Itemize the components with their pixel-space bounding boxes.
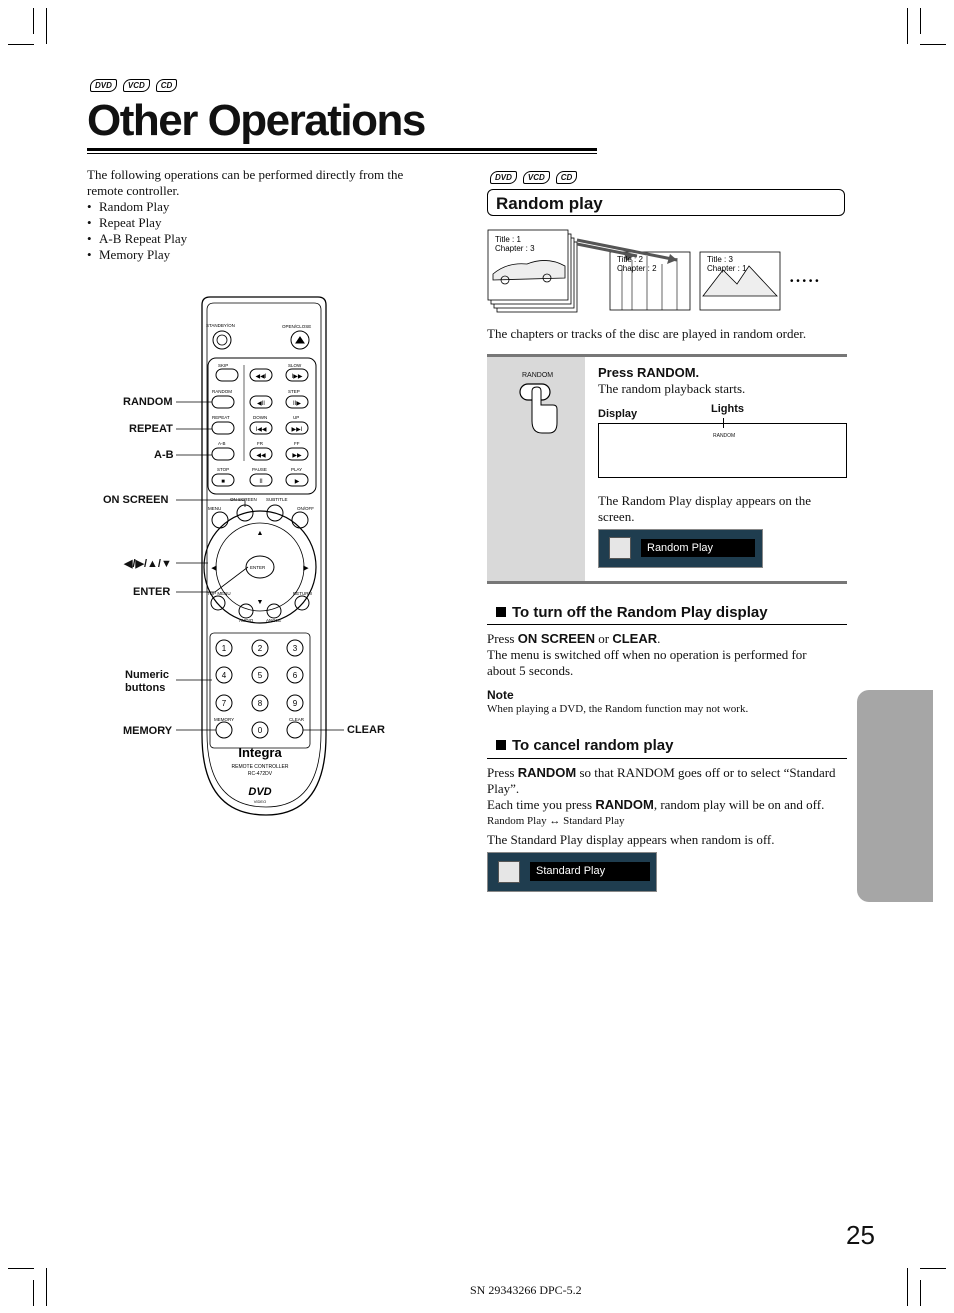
svg-text:ANGLE: ANGLE <box>266 618 282 623</box>
svg-text:▶: ▶ <box>303 565 309 572</box>
svg-text:OPEN/CLOSE: OPEN/CLOSE <box>282 324 312 329</box>
menu-button <box>212 512 228 528</box>
cube-icon <box>498 861 520 883</box>
cancel-heading: To cancel random play <box>496 737 673 754</box>
crop-mark <box>8 1268 34 1269</box>
svg-text:STANDBY/ON: STANDBY/ON <box>206 323 235 328</box>
topmenu-button <box>211 596 225 610</box>
note-text: When playing a DVD, the Random function may not work. <box>487 703 749 715</box>
cancel-text: Press RANDOM so that RANDOM goes off or to select “Standard Play”. Each time you press RANDOM, random play will be on and off. Random Play ↔ Standard Play The Standard Play display appears when random is off. <box>487 765 847 848</box>
memory-button <box>216 722 232 738</box>
page-number: 25 <box>846 1220 875 1250</box>
return-button <box>295 596 309 610</box>
heading-rule <box>487 624 847 625</box>
crop-mark <box>907 1268 908 1306</box>
callout-repeat: REPEAT <box>129 423 173 435</box>
svg-text:◀II: ◀II <box>257 401 265 407</box>
list-item: • A-B Repeat Play <box>87 231 427 247</box>
svg-text:STOP: STOP <box>217 467 230 472</box>
cd-badge: CD <box>556 171 578 184</box>
svg-text:ENTER: ENTER <box>250 565 266 570</box>
footer-code: SN 29343266 DPC-5.2 <box>470 1283 582 1297</box>
list-item: • Repeat Play <box>87 215 427 231</box>
angle-button <box>267 604 281 618</box>
cube-icon <box>609 537 631 559</box>
brand-logo: Integra <box>238 745 282 760</box>
callout-enter: ENTER <box>133 586 171 598</box>
random-play-osd <box>598 529 763 568</box>
callout-clear: CLEAR <box>347 724 385 736</box>
skip-back-button <box>216 369 238 381</box>
callout-ab: A-B <box>154 449 174 461</box>
disc-badges <box>90 79 177 92</box>
standard-play-osd <box>487 852 657 892</box>
page-title: Other Operations <box>87 96 425 145</box>
svg-text:II: II <box>259 479 263 485</box>
svg-text:▲: ▲ <box>256 530 264 537</box>
osd-text: Standard Play <box>530 862 650 881</box>
random-order-illustration <box>487 226 857 316</box>
callout-random: RANDOM <box>123 396 173 408</box>
callout-memory: MEMORY <box>123 725 173 737</box>
repeat-button <box>212 422 234 434</box>
display-panel <box>598 423 847 478</box>
disc-badges <box>490 171 577 184</box>
svg-text:1: 1 <box>221 644 227 653</box>
square-bullet-icon <box>496 740 506 750</box>
random-button <box>212 396 234 408</box>
svg-text:◀: ◀ <box>211 565 217 572</box>
svg-text:MENU: MENU <box>208 506 222 511</box>
ab-button <box>212 448 234 460</box>
note-label: Note <box>487 688 514 702</box>
numeric-buttons <box>216 640 303 738</box>
onoff-button <box>292 512 308 528</box>
osd-desc: The Random Play display appears on the screen. <box>598 493 812 524</box>
svg-text:SKIP: SKIP <box>218 363 229 368</box>
svg-text:0: 0 <box>257 726 263 735</box>
svg-text:UP: UP <box>293 415 300 420</box>
turn-off-heading: To turn off the Random Play display <box>496 604 768 621</box>
side-tab <box>857 690 933 902</box>
intro <box>87 167 427 263</box>
crop-mark <box>907 8 908 44</box>
svg-text:PAUSE: PAUSE <box>252 467 267 472</box>
svg-text:FR: FR <box>257 441 263 446</box>
crop-mark <box>920 1280 921 1306</box>
svg-text:MEMORY: MEMORY <box>214 717 235 722</box>
section-heading: Random play <box>487 189 845 216</box>
svg-text:5: 5 <box>257 671 263 680</box>
toggle-text: Random Play ↔ Standard Play <box>487 815 625 827</box>
svg-text:A-B: A-B <box>218 441 226 446</box>
standby-button <box>213 331 231 349</box>
random-caption: The chapters or tracks of the disc are played in random order. <box>487 326 807 341</box>
svg-text:3: 3 <box>292 644 298 653</box>
svg-text:▼: ▼ <box>256 599 264 606</box>
svg-text:FF: FF <box>294 441 300 446</box>
svg-text:I▶▶: I▶▶ <box>291 374 303 380</box>
step-illustration-panel <box>487 357 585 581</box>
standard-play-desc: The Standard Play display appears when random is off. <box>487 832 775 847</box>
svg-text:4: 4 <box>221 671 227 680</box>
svg-text:DOWN: DOWN <box>253 415 268 420</box>
callout-numeric: Numeric buttons <box>125 669 170 694</box>
step-panel <box>487 354 847 584</box>
card2-title: Title : 2 Chapter : 2 <box>617 255 657 273</box>
svg-text:◀◀I: ◀◀I <box>255 374 267 380</box>
heading-rule <box>487 758 847 759</box>
svg-text:2: 2 <box>257 644 263 653</box>
svg-text:ON SCREEN: ON SCREEN <box>230 497 257 502</box>
more-dots: • • • • • <box>790 276 819 287</box>
lights-label: Lights <box>711 403 744 415</box>
svg-text:7: 7 <box>221 699 227 708</box>
crop-mark <box>33 1280 34 1306</box>
audio-button <box>239 604 253 618</box>
svg-text:STEP: STEP <box>288 389 300 394</box>
svg-text:RETURN: RETURN <box>293 591 312 596</box>
turn-off-text: Press ON SCREEN or CLEAR. The menu is switched off when no operation is performed for about 5 seconds. <box>487 631 807 678</box>
list-item: • Memory Play <box>87 247 427 263</box>
step-desc: The random playback starts. <box>598 381 746 396</box>
dvd-badge: DVD <box>490 171 517 184</box>
card3-title: Title : 3 Chapter : 1 <box>707 255 747 273</box>
finger-press-icon <box>517 381 567 437</box>
svg-text:RANDOM: RANDOM <box>212 389 232 394</box>
svg-text:▶: ▶ <box>294 479 300 485</box>
dvd-logo: DVD <box>248 786 272 798</box>
svg-text:RC-472DV: RC-472DV <box>247 771 273 777</box>
cd-badge: CD <box>156 79 178 92</box>
card1-title: Title : 1 Chapter : 3 <box>495 235 535 253</box>
random-key-label: RANDOM <box>522 372 554 379</box>
svg-text:ON/OFF: ON/OFF <box>297 506 314 511</box>
svg-text:8: 8 <box>257 699 263 708</box>
random-indicator: RANDOM <box>713 433 736 439</box>
vcd-badge: VCD <box>523 171 550 184</box>
crop-mark <box>33 8 34 34</box>
crop-mark <box>920 44 946 45</box>
clear-button <box>287 722 303 738</box>
crop-mark <box>920 1268 946 1269</box>
callout-onscreen: ON SCREEN <box>103 494 169 506</box>
callout-arrows: ◀/▶/▲/▼ <box>124 558 172 570</box>
svg-text:REPEAT: REPEAT <box>212 415 230 420</box>
crop-mark <box>920 8 921 34</box>
svg-text:■: ■ <box>221 479 225 485</box>
intro-text: The following operations can be performed directly from the remote controller. <box>87 167 404 198</box>
svg-text:II▶: II▶ <box>293 401 301 407</box>
title-rule <box>87 148 597 151</box>
title-rule <box>87 153 597 154</box>
svg-text:I◀◀: I◀◀ <box>255 427 267 433</box>
step-title: Press RANDOM. <box>598 365 700 380</box>
osd-text: Random Play <box>641 539 755 557</box>
svg-text:TOP MENU: TOP MENU <box>207 591 231 596</box>
vcd-badge: VCD <box>123 79 150 92</box>
svg-text:CLEAR: CLEAR <box>289 717 305 722</box>
svg-text:▶▶: ▶▶ <box>292 453 302 459</box>
svg-text:6: 6 <box>292 671 298 680</box>
svg-text:▶▶I: ▶▶I <box>291 427 303 433</box>
crop-mark <box>46 8 47 44</box>
svg-text:REMOTE CONTROLLER: REMOTE CONTROLLER <box>231 764 289 770</box>
svg-text:AUDIO: AUDIO <box>239 618 254 623</box>
crop-mark <box>8 44 34 45</box>
svg-text:SUBTITLE: SUBTITLE <box>266 497 288 502</box>
square-bullet-icon <box>496 607 506 617</box>
svg-text:9: 9 <box>292 699 298 708</box>
svg-text:◀◀: ◀◀ <box>256 453 266 459</box>
display-label: Display <box>598 408 638 420</box>
dvd-badge: DVD <box>90 79 117 92</box>
intro-list <box>87 199 427 263</box>
svg-text:PLAY: PLAY <box>291 467 303 472</box>
svg-text:SLOW: SLOW <box>288 363 302 368</box>
svg-text:VIDEO: VIDEO <box>253 799 267 804</box>
list-item: • Random Play <box>87 199 427 215</box>
crop-mark <box>46 1268 47 1306</box>
